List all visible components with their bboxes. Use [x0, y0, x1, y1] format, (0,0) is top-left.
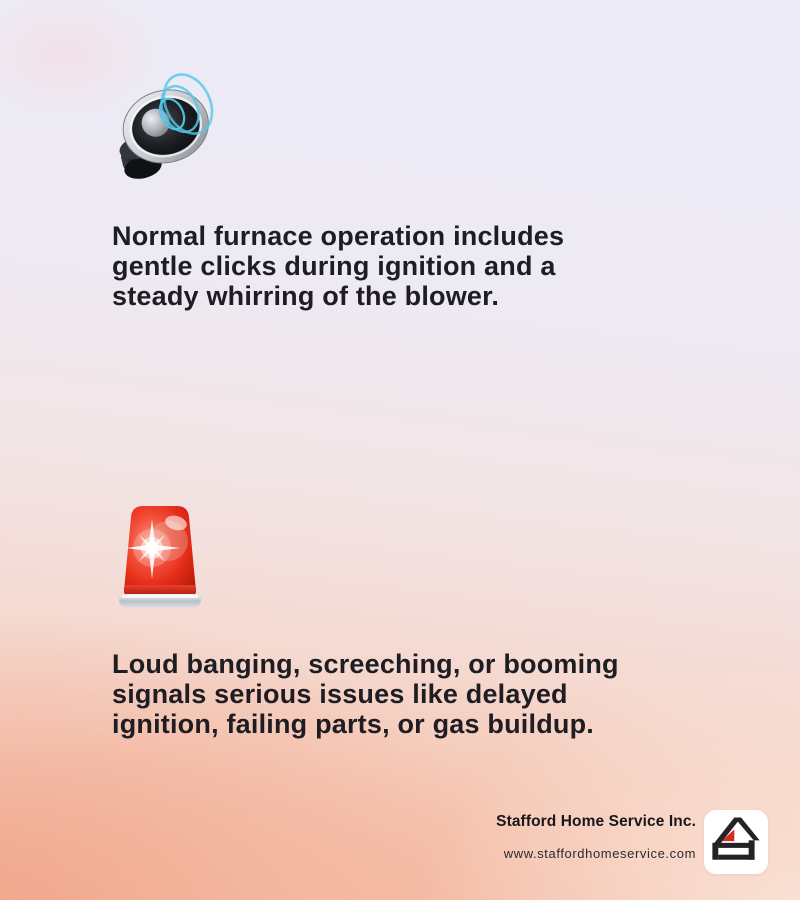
footer-brand [496, 813, 696, 861]
text-line: steady whirring of the blower. [112, 281, 500, 311]
siren-3d-icon [115, 501, 205, 609]
company-name: Stafford Home Service Inc. [496, 813, 696, 830]
text-line: gentle clicks during ignition and a [112, 251, 556, 281]
text-line: Loud banging, screeching, or booming [112, 649, 619, 679]
siren-icon-graphic [115, 501, 205, 609]
text-line: ignition, failing parts, or gas buildup. [112, 709, 594, 739]
website-url: www.staffordhomeservice.com [503, 846, 696, 861]
text-line: Normal furnace operation includes [112, 221, 565, 251]
normal-sounds-text [112, 221, 564, 311]
warning-sounds-text [112, 649, 619, 739]
stafford-logo [704, 810, 768, 874]
house-monogram-icon [709, 815, 763, 869]
speaker-icon-graphic [104, 70, 216, 182]
text-line: signals serious issues like delayed [112, 679, 568, 709]
speaker-3d-icon [104, 70, 216, 182]
